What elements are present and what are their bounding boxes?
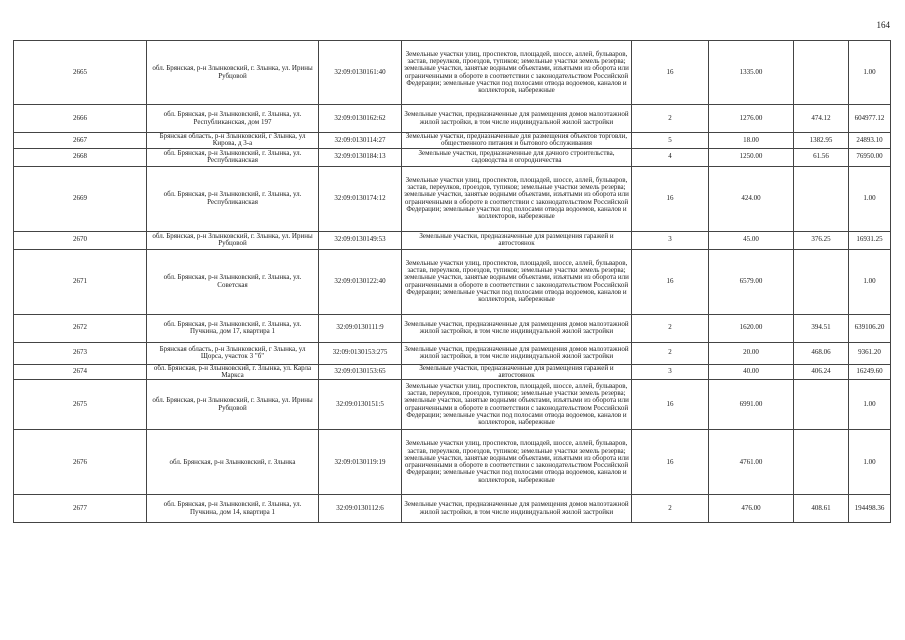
cadastral-number-cell: 32:09:0130153:65 <box>319 364 402 380</box>
land-purpose-cell: Земельные участки улиц, проспектов, площадей, шоссе, аллей, бульваров, застав, переулков, проездов, тупиков; земельные участки земель резерва; земельные участки, занятые водными объектами, изъятыми из оборота или ограниченными в обороте в соответствии с законодательством Российской Федерации; земельные участки под полосами отвода водоемов, каналов и коллекторов, набережные <box>402 41 632 105</box>
cadastral-value-cell: 76950.00 <box>849 148 891 166</box>
land-purpose-cell: Земельные участки, предназначенные для размещения объектов торговли, общественного питания и бытового обслуживания <box>402 133 632 149</box>
area-cell: 1335.00 <box>709 41 794 105</box>
purpose-group-cell: 4 <box>632 148 709 166</box>
row-number-cell: 2675 <box>14 380 147 430</box>
cadastral-value-cell: 194498.36 <box>849 495 891 523</box>
specific-value-cell <box>794 430 849 495</box>
area-cell: 1250.00 <box>709 148 794 166</box>
table-row <box>14 166 891 231</box>
row-number-cell: 2677 <box>14 495 147 523</box>
address-cell: обл. Брянская, р-н Злынковский, г. Злынка <box>147 430 319 495</box>
row-number-cell: 2671 <box>14 249 147 314</box>
purpose-group-cell: 2 <box>632 105 709 133</box>
cadastral-value-cell: 1.00 <box>849 166 891 231</box>
area-cell: 40.00 <box>709 364 794 380</box>
purpose-group-cell: 16 <box>632 41 709 105</box>
land-purpose-cell: Земельные участки, предназначенные для размещения домов малоэтажной жилой застройки, в том числе индивидуальной жилой застройки <box>402 342 632 364</box>
table-row <box>14 249 891 314</box>
land-purpose-cell: Земельные участки улиц, проспектов, площадей, шоссе, аллей, бульваров, застав, переулков, проездов, тупиков; земельные участки земель резерва; земельные участки, занятые водными объектами, изъятыми из оборота или ограниченными в обороте в соответствии с законодательством Российской Федерации; земельные участки под полосами отвода водоемов, каналов и коллекторов, набережные <box>402 380 632 430</box>
cadastral-value-cell: 604977.12 <box>849 105 891 133</box>
cadastral-number-cell: 32:09:0130174:12 <box>319 166 402 231</box>
cadastral-value-table <box>13 40 891 523</box>
cadastral-number-cell: 32:09:0130184:13 <box>319 148 402 166</box>
specific-value-cell: 1382.95 <box>794 133 849 149</box>
purpose-group-cell: 16 <box>632 166 709 231</box>
land-purpose-cell: Земельные участки, предназначенные для размещения домов малоэтажной жилой застройки, в том числе индивидуальной жилой застройки <box>402 495 632 523</box>
address-cell: обл. Брянская, р-н Злынковский, г. Злынка, ул. Республиканская <box>147 166 319 231</box>
row-number-cell: 2673 <box>14 342 147 364</box>
land-purpose-cell: Земельные участки улиц, проспектов, площадей, шоссе, аллей, бульваров, застав, переулков, проездов, тупиков; земельные участки земель резерва; земельные участки, занятые водными объектами, изъятыми из оборота или ограниченными в обороте в соответствии с законодательством Российской Федерации; земельные участки под полосами отвода водоемов, каналов и коллекторов, набережные <box>402 430 632 495</box>
cadastral-number-cell: 32:09:0130111:9 <box>319 314 402 342</box>
purpose-group-cell: 3 <box>632 364 709 380</box>
table-row <box>14 364 891 380</box>
specific-value-cell: 394.51 <box>794 314 849 342</box>
area-cell: 45.00 <box>709 231 794 249</box>
table-row <box>14 495 891 523</box>
table-row <box>14 231 891 249</box>
cadastral-value-cell: 1.00 <box>849 41 891 105</box>
specific-value-cell: 376.25 <box>794 231 849 249</box>
land-purpose-cell: Земельные участки, предназначенные для размещения домов малоэтажной жилой застройки, в том числе индивидуальной жилой застройки <box>402 105 632 133</box>
area-cell: 18.00 <box>709 133 794 149</box>
area-cell: 4761.00 <box>709 430 794 495</box>
land-purpose-cell: Земельные участки улиц, проспектов, площадей, шоссе, аллей, бульваров, застав, переулков, проездов, тупиков; земельные участки земель резерва; земельные участки, занятые водными объектами, изъятыми из оборота или ограниченными в обороте в соответствии с законодательством Российской Федерации; земельные участки под полосами отвода водоемов, каналов и коллекторов, набережные <box>402 249 632 314</box>
table-row <box>14 380 891 430</box>
table-row <box>14 148 891 166</box>
address-cell: обл. Брянская, р-н Злынковский, г. Злынка, ул. Ирины Рубцовой <box>147 380 319 430</box>
area-cell: 20.00 <box>709 342 794 364</box>
area-cell: 1620.00 <box>709 314 794 342</box>
purpose-group-cell: 3 <box>632 231 709 249</box>
address-cell: Брянская область, р-н Злынковский, г Злынка, ул Кирова, д 3-а <box>147 133 319 149</box>
area-cell: 476.00 <box>709 495 794 523</box>
address-cell: обл. Брянская, р-н Злынковский, г. Злынка, ул. Ирины Рубцовой <box>147 231 319 249</box>
land-purpose-cell: Земельные участки улиц, проспектов, площадей, шоссе, аллей, бульваров, застав, переулков, проездов, тупиков; земельные участки земель резерва; земельные участки, занятые водными объектами, изъятыми из оборота или ограниченными в обороте в соответствии с законодательством Российской Федерации; земельные участки под полосами отвода водоемов, каналов и коллекторов, набережные <box>402 166 632 231</box>
cadastral-value-cell: 1.00 <box>849 380 891 430</box>
cadastral-value-cell: 24893.10 <box>849 133 891 149</box>
cadastral-number-cell: 32:09:0130153:275 <box>319 342 402 364</box>
address-cell: обл. Брянская, р-н Злынковский, г. Злынка, ул. Пучкина, дом 17, квартира 1 <box>147 314 319 342</box>
row-number-cell: 2668 <box>14 148 147 166</box>
row-number-cell: 2666 <box>14 105 147 133</box>
cadastral-number-cell: 32:09:0130149:53 <box>319 231 402 249</box>
row-number-cell: 2674 <box>14 364 147 380</box>
specific-value-cell <box>794 166 849 231</box>
row-number-cell: 2670 <box>14 231 147 249</box>
row-number-cell: 2676 <box>14 430 147 495</box>
address-cell: обл. Брянская, р-н Злынковский, г. Злынка, ул. Республиканская <box>147 148 319 166</box>
cadastral-value-cell: 9361.20 <box>849 342 891 364</box>
specific-value-cell: 468.06 <box>794 342 849 364</box>
cadastral-value-cell: 1.00 <box>849 430 891 495</box>
purpose-group-cell: 16 <box>632 430 709 495</box>
cadastral-number-cell: 32:09:0130119:19 <box>319 430 402 495</box>
specific-value-cell: 474.12 <box>794 105 849 133</box>
table-row <box>14 105 891 133</box>
purpose-group-cell: 2 <box>632 314 709 342</box>
purpose-group-cell: 5 <box>632 133 709 149</box>
area-cell: 6579.00 <box>709 249 794 314</box>
purpose-group-cell: 2 <box>632 495 709 523</box>
cadastral-value-cell: 16931.25 <box>849 231 891 249</box>
cadastral-number-cell: 32:09:0130162:62 <box>319 105 402 133</box>
area-cell: 6991.00 <box>709 380 794 430</box>
table-row <box>14 430 891 495</box>
table-row <box>14 342 891 364</box>
table-row <box>14 41 891 105</box>
address-cell: обл. Брянская, р-н Злынковский, г. Злынка, ул. Республиканская, дом 197 <box>147 105 319 133</box>
address-cell: обл. Брянская, р-н Злынковский, г. Злынка, ул. Карла Маркса <box>147 364 319 380</box>
row-number-cell: 2667 <box>14 133 147 149</box>
cadastral-value-cell: 1.00 <box>849 249 891 314</box>
table-row <box>14 314 891 342</box>
area-cell: 424.00 <box>709 166 794 231</box>
cadastral-value-cell: 639106.20 <box>849 314 891 342</box>
area-cell: 1276.00 <box>709 105 794 133</box>
purpose-group-cell: 16 <box>632 380 709 430</box>
specific-value-cell <box>794 249 849 314</box>
specific-value-cell <box>794 380 849 430</box>
specific-value-cell: 61.56 <box>794 148 849 166</box>
specific-value-cell: 406.24 <box>794 364 849 380</box>
row-number-cell: 2665 <box>14 41 147 105</box>
address-cell: обл. Брянская, р-н Злынковский, г. Злынка, ул. Пучкина, дом 14, квартира 1 <box>147 495 319 523</box>
cadastral-value-cell: 16249.60 <box>849 364 891 380</box>
purpose-group-cell: 2 <box>632 342 709 364</box>
cadastral-number-cell: 32:09:0130114:27 <box>319 133 402 149</box>
row-number-cell: 2669 <box>14 166 147 231</box>
land-purpose-cell: Земельные участки, предназначенные для размещения гаражей и автостоянок <box>402 231 632 249</box>
specific-value-cell <box>794 41 849 105</box>
purpose-group-cell: 16 <box>632 249 709 314</box>
table-row <box>14 133 891 149</box>
row-number-cell: 2672 <box>14 314 147 342</box>
specific-value-cell: 408.61 <box>794 495 849 523</box>
cadastral-number-cell: 32:09:0130112:6 <box>319 495 402 523</box>
land-purpose-cell: Земельные участки, предназначенные для размещения домов малоэтажной жилой застройки, в том числе индивидуальной жилой застройки <box>402 314 632 342</box>
land-purpose-cell: Земельные участки, предназначенные для размещения гаражей и автостоянок <box>402 364 632 380</box>
address-cell: Брянская область, р-н Злынковский, г Злынка, ул Щорса, участок 3 "б" <box>147 342 319 364</box>
cadastral-number-cell: 32:09:0130122:40 <box>319 249 402 314</box>
address-cell: обл. Брянская, р-н Злынковский, г. Злынка, ул. Советская <box>147 249 319 314</box>
land-purpose-cell: Земельные участки, предназначенные для дачного строительства, садоводства и огородничества <box>402 148 632 166</box>
address-cell: обл. Брянская, р-н Злынковский, г. Злынка, ул. Ирины Рубцовой <box>147 41 319 105</box>
page-number: 164 <box>876 20 890 30</box>
cadastral-number-cell: 32:09:0130161:40 <box>319 41 402 105</box>
cadastral-number-cell: 32:09:0130151:5 <box>319 380 402 430</box>
